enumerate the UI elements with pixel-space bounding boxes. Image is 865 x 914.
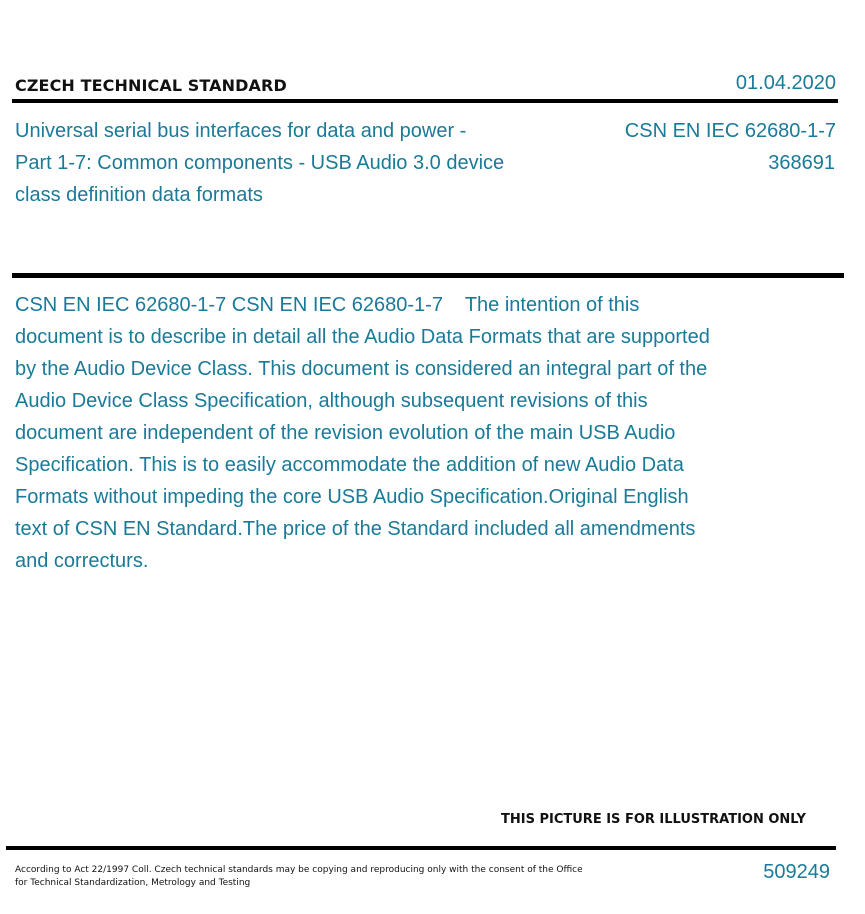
footer-divider: [6, 846, 836, 850]
standard-code: CSN EN IEC 62680-1-7: [624, 120, 836, 142]
legal-notice: According to Act 22/1997 Coll. Czech technical standards may be copying and reproducing only with the consent of the Office for Technical Standardization, Metrology and Testing: [15, 865, 583, 888]
standard-title: Universal serial bus interfaces for data and power - Part 1-7: Common components - USB Audio 3.0 device class definition data formats: [15, 120, 505, 206]
publication-date: 01.04.2020: [735, 72, 836, 94]
catalog-number: 368691: [768, 152, 835, 174]
abstract-text: CSN EN IEC 62680-1-7 CSN EN IEC 62680-1-7 The intention of this document is to describe in detail all the Audio Data Formats that are supported by the Audio Device Class. This document is considered an integral part of the Audio Device Class Specification, although subsequent revisions of this document are independent of the revision evolution of the main USB Audio Specification. This is to easily accommodate the addition of new Audio Data Formats without impeding the core USB Audio Specification.Original English text of CSN EN Standard.The price of the Standard included all amendments and correcturs.: [15, 294, 710, 572]
standard-type-heading: CZECH TECHNICAL STANDARD: [15, 76, 287, 95]
document-number: 509249: [763, 861, 830, 883]
illustration-note: THIS PICTURE IS FOR ILLUSTRATION ONLY: [501, 812, 806, 827]
header-divider: [12, 99, 838, 103]
title-divider: [12, 273, 844, 278]
